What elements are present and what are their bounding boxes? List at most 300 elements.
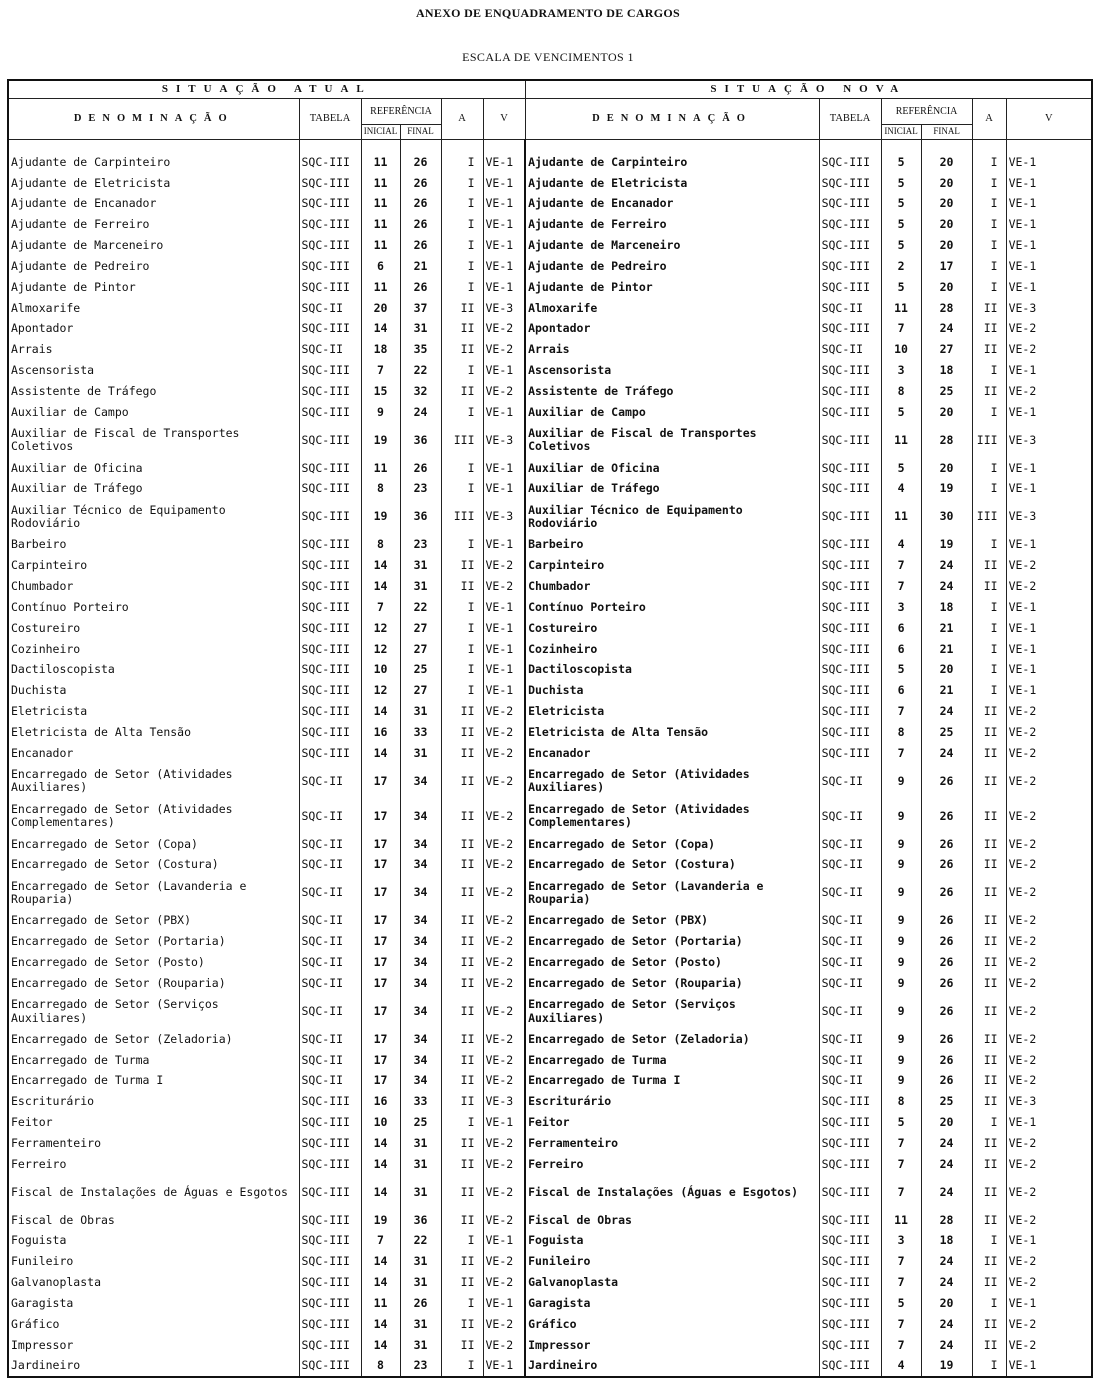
atual-tabela-cell: SQC-II: [299, 931, 361, 952]
atual-tabela-cell: SQC-III: [299, 1133, 361, 1154]
nova-denominacao-cell: Impressor: [525, 1335, 819, 1356]
nova-ref-inicial-cell: 5: [881, 235, 921, 256]
atual-ref-inicial-cell: 10: [361, 1112, 400, 1133]
atual-a-cell: I: [441, 360, 483, 381]
atual-ref-final-cell: 35: [400, 340, 441, 361]
atual-a-cell: II: [441, 1272, 483, 1293]
nova-ref-final-cell: 20: [921, 1293, 972, 1314]
nova-denominacao-cell: Cozinheiro: [525, 639, 819, 660]
nova-tabela-cell: SQC-III: [819, 215, 881, 236]
header-denominacao-nova: DENOMINAÇÃO: [525, 99, 819, 140]
atual-a-cell: I: [441, 1293, 483, 1314]
nova-tabela-cell: SQC-II: [819, 973, 881, 994]
nova-ref-final-cell: 24: [921, 319, 972, 340]
atual-v-cell: VE-2: [483, 1154, 525, 1175]
atual-ref-final-cell: 33: [400, 722, 441, 743]
nova-v-cell: VE-2: [1006, 994, 1092, 1029]
atual-denominacao-cell: Encarregado de Turma: [8, 1050, 299, 1071]
nova-denominacao-cell: Costureiro: [525, 618, 819, 639]
table-row: [8, 235, 1092, 256]
atual-ref-final-cell: 27: [400, 618, 441, 639]
nova-ref-inicial-cell: 2: [881, 256, 921, 277]
atual-ref-inicial-cell: 10: [361, 660, 400, 681]
document-title: ANEXO DE ENQUADRAMENTO DE CARGOS: [415, 6, 681, 20]
nova-denominacao-cell: Encarregado de Setor (Lavanderia e Rouparia): [525, 876, 819, 911]
nova-a-cell: I: [972, 173, 1006, 194]
nova-a-cell: II: [972, 381, 1006, 402]
nova-ref-inicial-cell: 7: [881, 556, 921, 577]
atual-tabela-cell: SQC-III: [299, 1112, 361, 1133]
table-row: [8, 1231, 1092, 1252]
nova-tabela-cell: SQC-III: [819, 173, 881, 194]
nova-v-cell: VE-2: [1006, 973, 1092, 994]
atual-v-cell: VE-2: [483, 556, 525, 577]
nova-v-cell: VE-1: [1006, 235, 1092, 256]
nova-tabela-cell: SQC-III: [819, 1092, 881, 1113]
nova-denominacao-cell: Apontador: [525, 319, 819, 340]
nova-a-cell: I: [972, 194, 1006, 215]
nova-denominacao-cell: Ajudante de Marceneiro: [525, 235, 819, 256]
nova-v-cell: VE-2: [1006, 1154, 1092, 1175]
nova-ref-inicial-cell: 9: [881, 1029, 921, 1050]
nova-ref-inicial-cell: 5: [881, 215, 921, 236]
atual-ref-inicial-cell: 19: [361, 1210, 400, 1231]
table-row: [8, 597, 1092, 618]
atual-denominacao-cell: Escriturário: [8, 1092, 299, 1113]
nova-ref-inicial-cell: 6: [881, 618, 921, 639]
atual-v-cell: VE-2: [483, 576, 525, 597]
nova-denominacao-cell: Ajudante de Pintor: [525, 277, 819, 298]
nova-denominacao-cell: Foguista: [525, 1231, 819, 1252]
nova-tabela-cell: SQC-II: [819, 764, 881, 799]
nova-ref-final-cell: 25: [921, 722, 972, 743]
nova-ref-inicial-cell: 9: [881, 876, 921, 911]
atual-tabela-cell: SQC-III: [299, 256, 361, 277]
nova-denominacao-cell: Auxiliar de Oficina: [525, 458, 819, 479]
nova-a-cell: II: [972, 1210, 1006, 1231]
nova-ref-final-cell: 28: [921, 1210, 972, 1231]
header-v-nova: V: [1006, 99, 1092, 140]
atual-tabela-cell: SQC-II: [299, 1029, 361, 1050]
nova-v-cell: VE-2: [1006, 576, 1092, 597]
nova-ref-inicial-cell: 7: [881, 576, 921, 597]
nova-ref-final-cell: 19: [921, 1356, 972, 1377]
atual-ref-final-cell: 36: [400, 500, 441, 535]
atual-ref-inicial-cell: 12: [361, 681, 400, 702]
atual-tabela-cell: SQC-II: [299, 340, 361, 361]
atual-ref-final-cell: 37: [400, 298, 441, 319]
cargo-table: [7, 79, 1093, 1378]
nova-tabela-cell: SQC-II: [819, 834, 881, 855]
table-row: [8, 277, 1092, 298]
atual-ref-inicial-cell: 17: [361, 1050, 400, 1071]
nova-ref-inicial-cell: 7: [881, 1335, 921, 1356]
nova-ref-final-cell: 24: [921, 1335, 972, 1356]
nova-v-cell: VE-2: [1006, 876, 1092, 911]
nova-denominacao-cell: Encarregado de Setor (Posto): [525, 952, 819, 973]
nova-v-cell: VE-1: [1006, 660, 1092, 681]
table-row: [8, 556, 1092, 577]
nova-denominacao-cell: Dactiloscopista: [525, 660, 819, 681]
nova-tabela-cell: SQC-III: [819, 681, 881, 702]
atual-a-cell: II: [441, 1252, 483, 1273]
atual-ref-inicial-cell: 11: [361, 152, 400, 173]
atual-v-cell: VE-2: [483, 1029, 525, 1050]
nova-ref-final-cell: 18: [921, 1231, 972, 1252]
nova-denominacao-cell: Encarregado de Setor (Rouparia): [525, 973, 819, 994]
atual-tabela-cell: SQC-III: [299, 1092, 361, 1113]
atual-ref-final-cell: 25: [400, 660, 441, 681]
atual-ref-final-cell: 27: [400, 681, 441, 702]
table-row: [8, 500, 1092, 535]
nova-a-cell: II: [972, 1314, 1006, 1335]
atual-denominacao-cell: Encarregado de Setor (Zeladoria): [8, 1029, 299, 1050]
atual-denominacao-cell: Auxiliar de Tráfego: [8, 479, 299, 500]
nova-denominacao-cell: Garagista: [525, 1293, 819, 1314]
atual-ref-final-cell: 31: [400, 743, 441, 764]
nova-ref-final-cell: 26: [921, 799, 972, 834]
nova-v-cell: VE-3: [1006, 423, 1092, 458]
nova-v-cell: VE-1: [1006, 535, 1092, 556]
atual-tabela-cell: SQC-III: [299, 1252, 361, 1273]
atual-v-cell: VE-2: [483, 911, 525, 932]
atual-tabela-cell: SQC-III: [299, 277, 361, 298]
nova-a-cell: II: [972, 1029, 1006, 1050]
nova-a-cell: II: [972, 743, 1006, 764]
nova-ref-inicial-cell: 6: [881, 681, 921, 702]
atual-denominacao-cell: Barbeiro: [8, 535, 299, 556]
atual-ref-inicial-cell: 14: [361, 743, 400, 764]
nova-ref-final-cell: 26: [921, 973, 972, 994]
atual-v-cell: VE-3: [483, 1092, 525, 1113]
atual-denominacao-cell: Eletricista: [8, 701, 299, 722]
atual-ref-inicial-cell: 14: [361, 1272, 400, 1293]
nova-a-cell: II: [972, 556, 1006, 577]
header-inicial-atual: INICIAL: [361, 125, 400, 140]
nova-denominacao-cell: Encarregado de Setor (Costura): [525, 855, 819, 876]
atual-a-cell: I: [441, 458, 483, 479]
atual-ref-final-cell: 27: [400, 639, 441, 660]
nova-tabela-cell: SQC-III: [819, 194, 881, 215]
atual-v-cell: VE-2: [483, 701, 525, 722]
nova-tabela-cell: SQC-III: [819, 722, 881, 743]
nova-ref-inicial-cell: 7: [881, 701, 921, 722]
atual-ref-inicial-cell: 20: [361, 298, 400, 319]
nova-ref-final-cell: 26: [921, 911, 972, 932]
atual-denominacao-cell: Eletricista de Alta Tensão: [8, 722, 299, 743]
atual-a-cell: II: [441, 319, 483, 340]
atual-ref-final-cell: 31: [400, 1314, 441, 1335]
atual-ref-inicial-cell: 11: [361, 1293, 400, 1314]
atual-a-cell: II: [441, 1133, 483, 1154]
atual-denominacao-cell: Galvanoplasta: [8, 1272, 299, 1293]
atual-a-cell: II: [441, 556, 483, 577]
table-row: [8, 458, 1092, 479]
atual-v-cell: VE-1: [483, 639, 525, 660]
nova-a-cell: II: [972, 340, 1006, 361]
nova-ref-final-cell: 19: [921, 479, 972, 500]
atual-a-cell: I: [441, 597, 483, 618]
atual-ref-final-cell: 21: [400, 256, 441, 277]
atual-v-cell: VE-2: [483, 1272, 525, 1293]
table-row: [8, 319, 1092, 340]
atual-ref-inicial-cell: 7: [361, 1231, 400, 1252]
atual-v-cell: VE-1: [483, 360, 525, 381]
atual-denominacao-cell: Ajudante de Encanador: [8, 194, 299, 215]
atual-tabela-cell: SQC-III: [299, 743, 361, 764]
nova-ref-final-cell: 20: [921, 277, 972, 298]
nova-a-cell: II: [972, 1272, 1006, 1293]
nova-denominacao-cell: Ferramenteiro: [525, 1133, 819, 1154]
atual-denominacao-cell: Auxiliar de Fiscal de Transportes Coletivos: [8, 423, 299, 458]
atual-a-cell: I: [441, 479, 483, 500]
header-final-nova: FINAL: [921, 125, 972, 140]
nova-ref-inicial-cell: 8: [881, 722, 921, 743]
nova-ref-final-cell: 26: [921, 834, 972, 855]
nova-denominacao-cell: Arrais: [525, 340, 819, 361]
table-row: [8, 1293, 1092, 1314]
atual-ref-inicial-cell: 17: [361, 994, 400, 1029]
atual-ref-final-cell: 34: [400, 994, 441, 1029]
atual-v-cell: VE-1: [483, 277, 525, 298]
atual-ref-final-cell: 23: [400, 479, 441, 500]
nova-tabela-cell: SQC-III: [819, 1252, 881, 1273]
nova-tabela-cell: SQC-II: [819, 799, 881, 834]
nova-a-cell: I: [972, 256, 1006, 277]
atual-a-cell: II: [441, 1050, 483, 1071]
nova-a-cell: II: [972, 722, 1006, 743]
nova-tabela-cell: SQC-III: [819, 1293, 881, 1314]
atual-tabela-cell: SQC-III: [299, 381, 361, 402]
nova-ref-final-cell: 18: [921, 597, 972, 618]
atual-v-cell: VE-2: [483, 1314, 525, 1335]
nova-v-cell: VE-1: [1006, 360, 1092, 381]
atual-ref-inicial-cell: 8: [361, 1356, 400, 1377]
nova-a-cell: II: [972, 1175, 1006, 1210]
nova-a-cell: II: [972, 1050, 1006, 1071]
table-row: [8, 298, 1092, 319]
nova-v-cell: VE-2: [1006, 319, 1092, 340]
table-row: [8, 1050, 1092, 1071]
atual-ref-final-cell: 36: [400, 423, 441, 458]
nova-tabela-cell: SQC-III: [819, 479, 881, 500]
nova-a-cell: I: [972, 660, 1006, 681]
atual-a-cell: II: [441, 1210, 483, 1231]
nova-ref-final-cell: 25: [921, 1092, 972, 1113]
atual-tabela-cell: SQC-III: [299, 556, 361, 577]
atual-a-cell: II: [441, 931, 483, 952]
nova-ref-final-cell: 24: [921, 1252, 972, 1273]
header-denominacao-atual: DENOMINAÇÃO: [8, 99, 299, 140]
atual-ref-inicial-cell: 14: [361, 1154, 400, 1175]
nova-ref-final-cell: 26: [921, 1050, 972, 1071]
atual-denominacao-cell: Chumbador: [8, 576, 299, 597]
nova-ref-final-cell: 17: [921, 256, 972, 277]
atual-a-cell: II: [441, 911, 483, 932]
table-row: [8, 1112, 1092, 1133]
nova-tabela-cell: SQC-III: [819, 319, 881, 340]
nova-a-cell: II: [972, 994, 1006, 1029]
atual-tabela-cell: SQC-III: [299, 681, 361, 702]
atual-a-cell: II: [441, 1029, 483, 1050]
atual-ref-final-cell: 31: [400, 1252, 441, 1273]
nova-a-cell: I: [972, 479, 1006, 500]
nova-ref-inicial-cell: 6: [881, 639, 921, 660]
nova-denominacao-cell: Gráfico: [525, 1314, 819, 1335]
nova-ref-inicial-cell: 5: [881, 458, 921, 479]
atual-ref-inicial-cell: 11: [361, 277, 400, 298]
nova-tabela-cell: SQC-III: [819, 618, 881, 639]
nova-ref-final-cell: 26: [921, 1071, 972, 1092]
nova-denominacao-cell: Barbeiro: [525, 535, 819, 556]
nova-v-cell: VE-1: [1006, 618, 1092, 639]
nova-v-cell: VE-2: [1006, 743, 1092, 764]
table-row: [8, 994, 1092, 1029]
nova-ref-final-cell: 26: [921, 994, 972, 1029]
atual-ref-final-cell: 31: [400, 1335, 441, 1356]
nova-denominacao-cell: Ajudante de Eletricista: [525, 173, 819, 194]
atual-denominacao-cell: Garagista: [8, 1293, 299, 1314]
nova-denominacao-cell: Encarregado de Setor (Atividades Auxiliares): [525, 764, 819, 799]
atual-ref-final-cell: 34: [400, 931, 441, 952]
nova-a-cell: II: [972, 855, 1006, 876]
nova-ref-inicial-cell: 5: [881, 194, 921, 215]
atual-ref-final-cell: 31: [400, 1175, 441, 1210]
atual-ref-inicial-cell: 17: [361, 1029, 400, 1050]
atual-v-cell: VE-2: [483, 1133, 525, 1154]
nova-ref-final-cell: 20: [921, 194, 972, 215]
nova-denominacao-cell: Escriturário: [525, 1092, 819, 1113]
nova-v-cell: VE-1: [1006, 194, 1092, 215]
nova-v-cell: VE-1: [1006, 215, 1092, 236]
atual-a-cell: I: [441, 194, 483, 215]
atual-v-cell: VE-1: [483, 256, 525, 277]
atual-v-cell: VE-1: [483, 1356, 525, 1377]
atual-a-cell: I: [441, 1231, 483, 1252]
atual-v-cell: VE-1: [483, 194, 525, 215]
nova-v-cell: VE-2: [1006, 1210, 1092, 1231]
nova-denominacao-cell: Auxiliar Técnico de Equipamento Rodoviário: [525, 500, 819, 535]
nova-denominacao-cell: Contínuo Porteiro: [525, 597, 819, 618]
nova-denominacao-cell: Encarregado de Setor (Zeladoria): [525, 1029, 819, 1050]
atual-v-cell: VE-3: [483, 423, 525, 458]
nova-ref-inicial-cell: 7: [881, 1175, 921, 1210]
table-row: [8, 681, 1092, 702]
table-row: [8, 973, 1092, 994]
table-row: [8, 173, 1092, 194]
nova-ref-inicial-cell: 7: [881, 743, 921, 764]
atual-ref-final-cell: 31: [400, 319, 441, 340]
nova-ref-inicial-cell: 10: [881, 340, 921, 361]
atual-v-cell: VE-1: [483, 215, 525, 236]
atual-a-cell: II: [441, 743, 483, 764]
table-row: [8, 215, 1092, 236]
atual-a-cell: II: [441, 340, 483, 361]
atual-a-cell: I: [441, 256, 483, 277]
nova-v-cell: VE-2: [1006, 556, 1092, 577]
nova-a-cell: II: [972, 1071, 1006, 1092]
atual-ref-inicial-cell: 11: [361, 194, 400, 215]
atual-denominacao-cell: Duchista: [8, 681, 299, 702]
atual-ref-final-cell: 26: [400, 458, 441, 479]
nova-denominacao-cell: Feitor: [525, 1112, 819, 1133]
nova-a-cell: I: [972, 639, 1006, 660]
atual-v-cell: VE-2: [483, 1175, 525, 1210]
table-row: [8, 1335, 1092, 1356]
atual-ref-inicial-cell: 19: [361, 423, 400, 458]
atual-v-cell: VE-3: [483, 298, 525, 319]
nova-v-cell: VE-2: [1006, 931, 1092, 952]
table-row: [8, 1356, 1092, 1377]
atual-ref-final-cell: 31: [400, 1154, 441, 1175]
nova-ref-final-cell: 20: [921, 173, 972, 194]
atual-ref-inicial-cell: 14: [361, 701, 400, 722]
atual-a-cell: II: [441, 1335, 483, 1356]
atual-ref-inicial-cell: 17: [361, 834, 400, 855]
nova-a-cell: II: [972, 1252, 1006, 1273]
atual-a-cell: II: [441, 701, 483, 722]
atual-v-cell: VE-2: [483, 834, 525, 855]
nova-ref-final-cell: 24: [921, 1133, 972, 1154]
nova-tabela-cell: SQC-III: [819, 1272, 881, 1293]
atual-ref-final-cell: 36: [400, 1210, 441, 1231]
atual-v-cell: VE-1: [483, 1112, 525, 1133]
atual-a-cell: I: [441, 1356, 483, 1377]
atual-denominacao-cell: Encarregado de Setor (Costura): [8, 855, 299, 876]
nova-ref-final-cell: 24: [921, 1314, 972, 1335]
atual-ref-inicial-cell: 14: [361, 319, 400, 340]
nova-v-cell: VE-2: [1006, 855, 1092, 876]
atual-v-cell: VE-1: [483, 681, 525, 702]
atual-tabela-cell: SQC-II: [299, 911, 361, 932]
nova-ref-final-cell: 26: [921, 1029, 972, 1050]
nova-a-cell: II: [972, 298, 1006, 319]
atual-a-cell: II: [441, 799, 483, 834]
atual-v-cell: VE-2: [483, 1050, 525, 1071]
nova-tabela-cell: SQC-II: [819, 931, 881, 952]
nova-ref-final-cell: 18: [921, 360, 972, 381]
atual-a-cell: I: [441, 402, 483, 423]
atual-a-cell: II: [441, 952, 483, 973]
atual-v-cell: VE-2: [483, 799, 525, 834]
atual-ref-final-cell: 34: [400, 911, 441, 932]
atual-a-cell: II: [441, 381, 483, 402]
atual-a-cell: III: [441, 423, 483, 458]
nova-v-cell: VE-2: [1006, 340, 1092, 361]
atual-a-cell: II: [441, 576, 483, 597]
nova-v-cell: VE-2: [1006, 952, 1092, 973]
atual-a-cell: I: [441, 618, 483, 639]
atual-denominacao-cell: Jardineiro: [8, 1356, 299, 1377]
nova-ref-inicial-cell: 11: [881, 500, 921, 535]
atual-ref-final-cell: 31: [400, 576, 441, 597]
atual-v-cell: VE-1: [483, 1231, 525, 1252]
nova-tabela-cell: SQC-II: [819, 994, 881, 1029]
nova-tabela-cell: SQC-III: [819, 743, 881, 764]
atual-denominacao-cell: Cozinheiro: [8, 639, 299, 660]
table-row: [8, 1272, 1092, 1293]
nova-a-cell: II: [972, 764, 1006, 799]
table-row: [8, 931, 1092, 952]
nova-ref-inicial-cell: 5: [881, 173, 921, 194]
atual-ref-final-cell: 31: [400, 1272, 441, 1293]
nova-ref-inicial-cell: 4: [881, 1356, 921, 1377]
nova-denominacao-cell: Galvanoplasta: [525, 1272, 819, 1293]
atual-v-cell: VE-1: [483, 597, 525, 618]
nova-a-cell: II: [972, 1092, 1006, 1113]
nova-ref-final-cell: 24: [921, 701, 972, 722]
atual-a-cell: II: [441, 1154, 483, 1175]
